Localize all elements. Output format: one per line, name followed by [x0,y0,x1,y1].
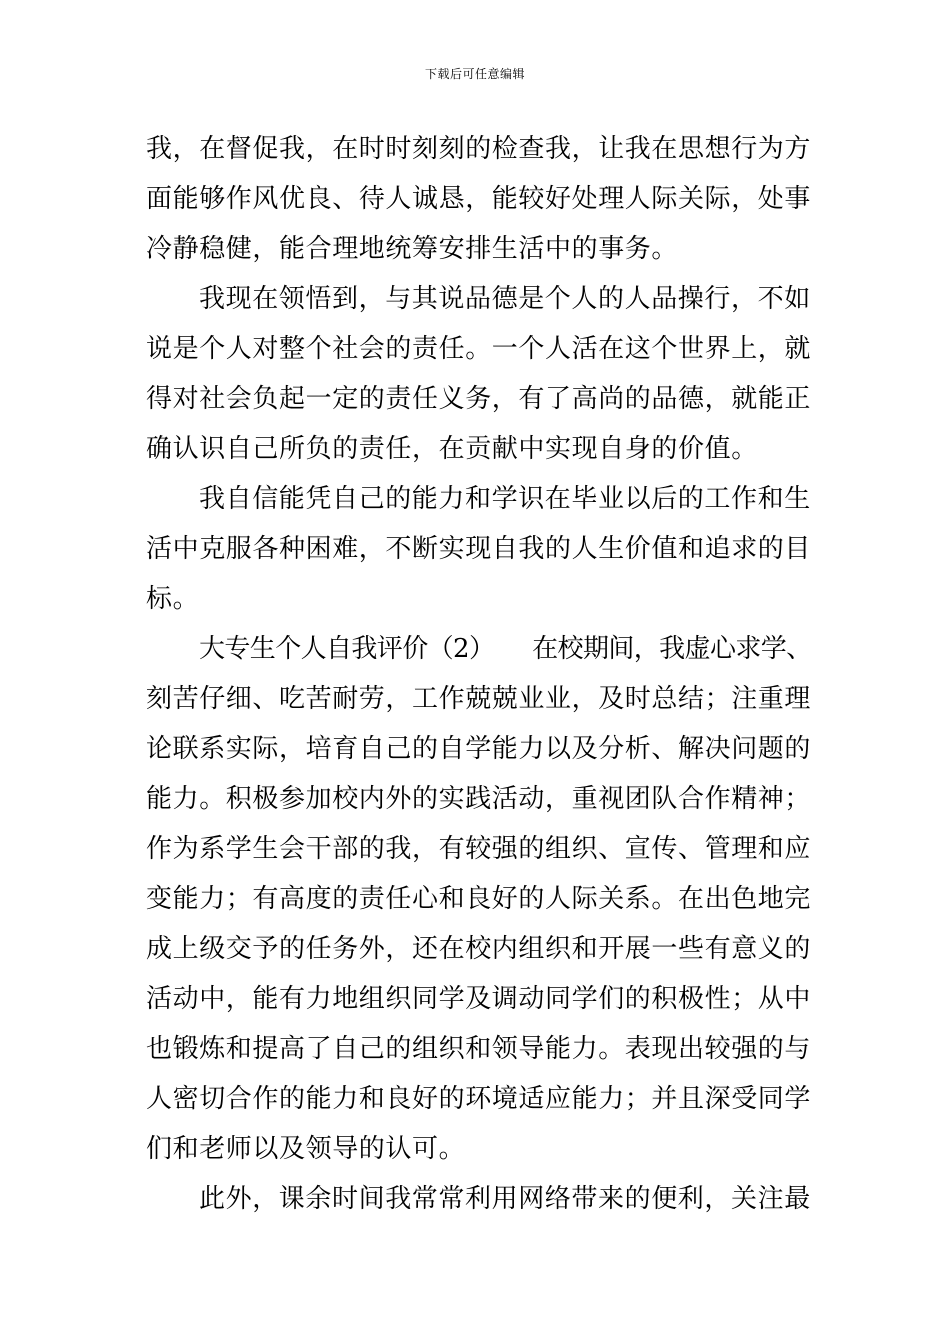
page-header-note: 下载后可任意编辑 [424,67,525,81]
text-line: 们和老师以及领导的认可。 [146,1134,466,1164]
text-line: 也锻炼和提高了自己的组织和领导能力。表现出较强的与 [146,1034,812,1064]
text-line: 面能够作风优良、待人诚恳，能较好处理人际关际，处事 [146,184,812,214]
paragraph-first-line: 我自信能凭自己的能力和学识在毕业以后的工作和生 [199,484,811,514]
text-line: 冷静稳健，能合理地统筹安排生活中的事务。 [146,234,679,264]
text-line: 活中克服各种困难，不断实现自我的人生价值和追求的目 [146,534,812,564]
text-line: 我，在督促我，在时时刻刻的检查我，让我在思想行为方 [146,134,812,164]
text-line: 论联系实际，培育自己的自学能力以及分析、解决问题的 [146,734,812,764]
text-line: 得对社会负起一定的责任义务，有了高尚的品德，就能正 [146,384,812,414]
text-line: 刻苦仔细、吃苦耐劳，工作兢兢业业，及时总结；注重理 [146,684,812,714]
paragraph-first-line: 此外，课余时间我常常利用网络带来的便利，关注最 [199,1184,811,1214]
text-line: 成上级交予的任务外，还在校内组织和开展一些有意义的 [146,934,812,964]
text-line: 活动中，能有力地组织同学及调动同学们的积极性；从中 [146,984,812,1014]
text-line: 标。 [146,584,200,614]
text-line: 能力。积极参加校内外的实践活动，重视团队合作精神； [146,784,812,814]
text-line: 变能力；有高度的责任心和良好的人际关系。在出色地完 [146,884,812,914]
text-line: 确认识自己所负的责任，在贡献中实现自身的价值。 [146,434,758,464]
text-line: 人密切合作的能力和良好的环境适应能力；并且深受同学 [146,1084,812,1114]
paragraph-first-line: 我现在领悟到，与其说品德是个人的人品操行，不如 [199,284,811,314]
text-line: 作为系学生会干部的我，有较强的组织、宣传、管理和应 [146,834,812,864]
text-line: 说是个人对整个社会的责任。一个人活在这个世界上，就 [146,334,812,364]
paragraph-first-line: 大专生个人自我评价（2） 在校期间，我虚心求学、 [199,634,812,664]
